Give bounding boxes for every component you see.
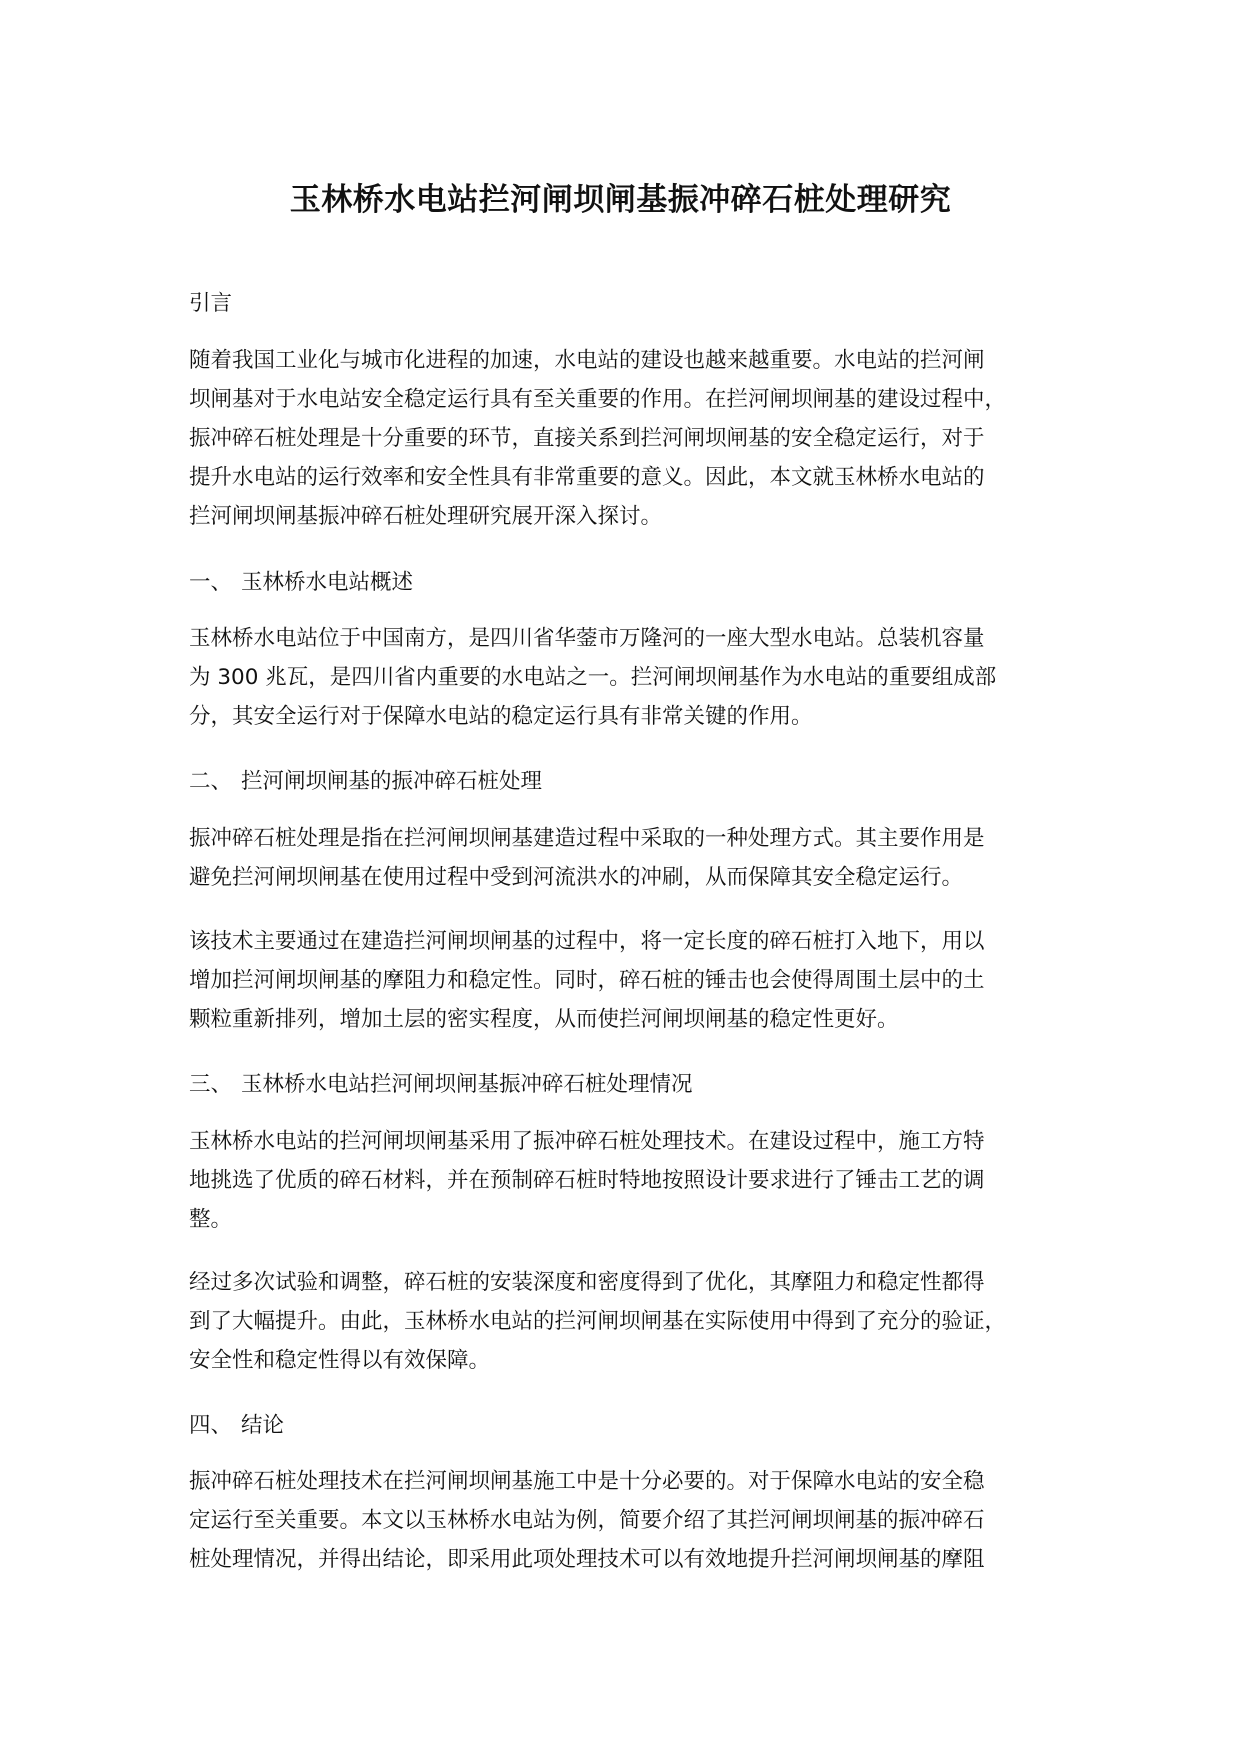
section-4-line: 定运行至关重要。本文以玉林桥水电站为例，简要介绍了其拦河闸坝闸基的振冲碎石 — [189, 1508, 985, 1533]
section-4-number: 四、 — [189, 1413, 233, 1438]
document-title: 玉林桥水电站拦河闸坝闸基振冲碎石桩处理研究 — [289, 182, 952, 218]
intro-line: 拦河闸坝闸基振冲碎石桩处理研究展开深入探讨。 — [189, 504, 663, 529]
section-2-heading — [189, 765, 542, 799]
section-1-line: 为 300 兆瓦，是四川省内重要的水电站之一。拦河闸坝闸基作为水电站的重要组成部 — [189, 665, 997, 690]
section-1-title: 玉林桥水电站概述 — [241, 570, 414, 595]
section-1-line: 玉林桥水电站位于中国南方，是四川省华蓥市万隆河的一座大型水电站。总装机容量 — [189, 626, 985, 651]
section-3-line: 整。 — [189, 1207, 233, 1232]
section-2-line: 该技术主要通过在建造拦河闸坝闸基的过程中，将一定长度的碎石桩打入地下，用以 — [189, 929, 985, 954]
section-3-line: 玉林桥水电站的拦河闸坝闸基采用了振冲碎石桩处理技术。在建设过程中，施工方特 — [189, 1129, 985, 1154]
section-2-line: 振冲碎石桩处理是指在拦河闸坝闸基建造过程中采取的一种处理方式。其主要作用是 — [189, 826, 985, 851]
intro-heading: 引言 — [189, 291, 233, 316]
section-2-number: 二、 — [189, 769, 233, 794]
section-4-line: 桩处理情况，并得出结论，即采用此项处理技术可以有效地提升拦河闸坝闸基的摩阻 — [189, 1547, 985, 1572]
section-3-line: 安全性和稳定性得以有效保障。 — [189, 1348, 491, 1373]
section-2-line: 颗粒重新排列，增加土层的密实程度，从而使拦河闸坝闸基的稳定性更好。 — [189, 1007, 899, 1032]
intro-line: 振冲碎石桩处理是十分重要的环节，直接关系到拦河闸坝闸基的安全稳定运行，对于 — [189, 426, 985, 451]
section-3-number: 三、 — [189, 1072, 233, 1097]
section-3-title: 玉林桥水电站拦河闸坝闸基振冲碎石桩处理情况 — [241, 1072, 693, 1097]
section-1-line: 分，其安全运行对于保障水电站的稳定运行具有非常关键的作用。 — [189, 704, 813, 729]
section-3-line: 经过多次试验和调整，碎石桩的安装深度和密度得到了优化，其摩阻力和稳定性都得 — [189, 1270, 985, 1295]
section-2-line: 增加拦河闸坝闸基的摩阻力和稳定性。同时，碎石桩的锤击也会使得周围土层中的土 — [189, 968, 985, 993]
section-4-line: 振冲碎石桩处理技术在拦河闸坝闸基施工中是十分必要的。对于保障水电站的安全稳 — [189, 1469, 985, 1494]
intro-line: 随着我国工业化与城市化进程的加速，水电站的建设也越来越重要。水电站的拦河闸 — [189, 348, 985, 373]
section-3-line: 到了大幅提升。由此，玉林桥水电站的拦河闸坝闸基在实际使用中得到了充分的验证， — [189, 1309, 1007, 1334]
section-3-line: 地挑选了优质的碎石材料，并在预制碎石桩时特地按照设计要求进行了锤击工艺的调 — [189, 1168, 985, 1193]
section-2-line: 避免拦河闸坝闸基在使用过程中受到河流洪水的冲刷，从而保障其安全稳定运行。 — [189, 865, 964, 890]
intro-line: 坝闸基对于水电站安全稳定运行具有至关重要的作用。在拦河闸坝闸基的建设过程中， — [189, 387, 1007, 412]
section-1-number: 一、 — [189, 570, 233, 595]
section-2-title: 拦河闸坝闸基的振冲碎石桩处理 — [241, 769, 543, 794]
section-3-heading — [189, 1068, 693, 1102]
intro-line: 提升水电站的运行效率和安全性具有非常重要的意义。因此，本文就玉林桥水电站的 — [189, 465, 985, 490]
section-1-heading — [189, 566, 413, 600]
section-4-title: 结论 — [241, 1413, 285, 1438]
section-4-heading — [189, 1409, 284, 1443]
